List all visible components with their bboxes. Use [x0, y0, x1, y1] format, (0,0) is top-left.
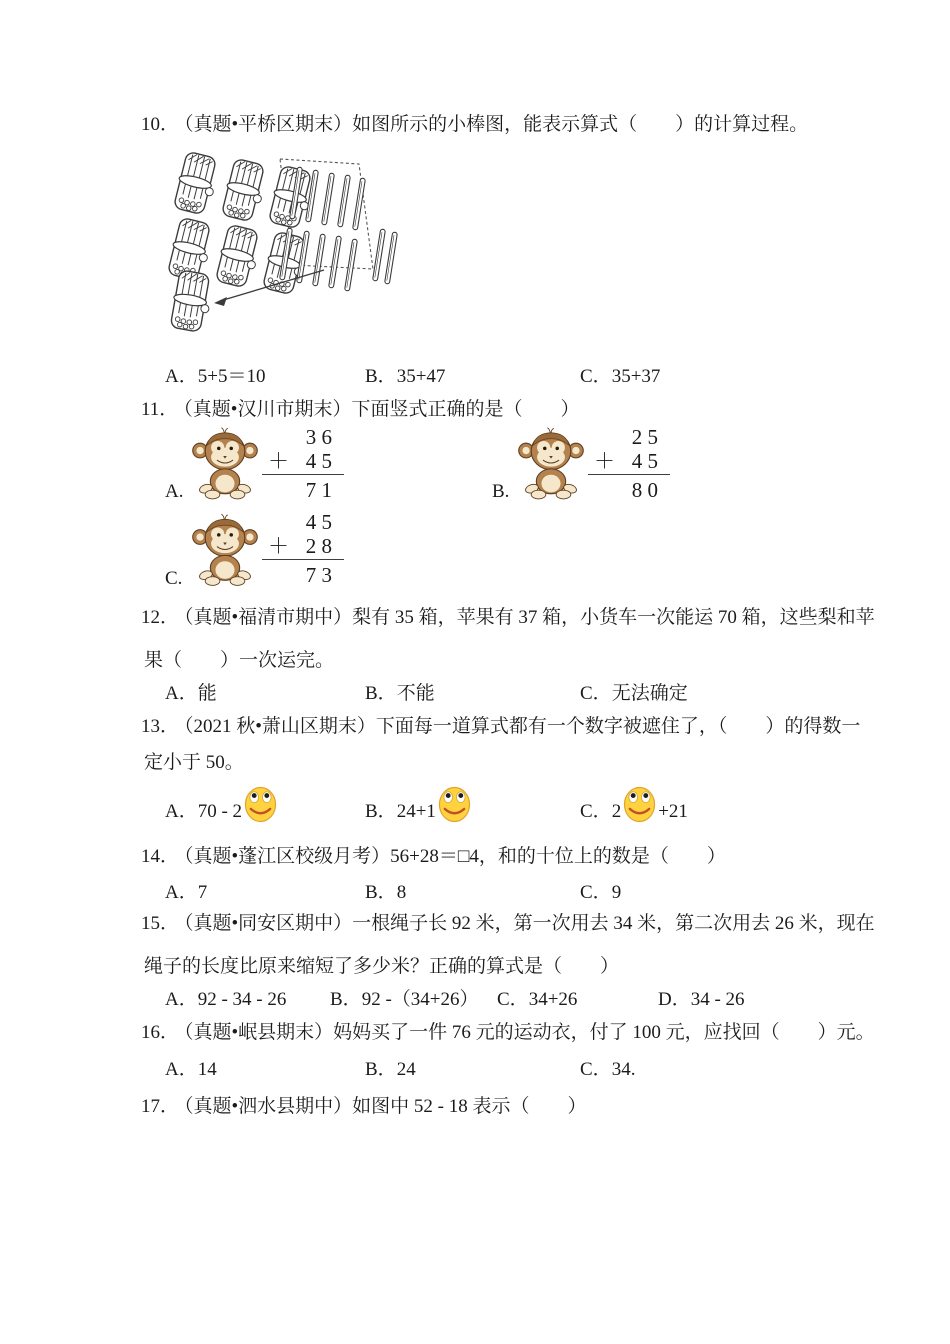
addend-top: 3 6 [305, 425, 332, 449]
option-label: C． [580, 801, 612, 822]
option-d [658, 984, 745, 1011]
option-b [330, 984, 497, 1011]
question-number: 11． [141, 399, 179, 420]
plus-sign: ＋ [268, 534, 289, 558]
option-label: A． [165, 1059, 198, 1080]
addend-bottom: 4 5 [305, 449, 332, 473]
option-text: 能 [197, 683, 217, 704]
monkey-icon [192, 426, 258, 500]
question-text: （真题•岷县期末）妈妈买了一件 76 元的运动衣，付了 100 元，应找回（ ）元。 [184, 1022, 875, 1043]
question-14-options [165, 877, 621, 904]
smiley-covered-digit-icon [623, 809, 656, 817]
option-text: 14 [197, 1059, 217, 1080]
question-number: 15． [141, 913, 180, 934]
vertical-sum-b [588, 425, 670, 502]
question-13-options [165, 796, 688, 823]
option-c [580, 361, 660, 388]
question-15-line1 [141, 912, 875, 935]
option-text: 24 [396, 1059, 416, 1080]
addend-bottom: 4 5 [631, 449, 658, 473]
question-12-line2: 果（ ）一次运完。 [144, 650, 335, 671]
option-text: 24+1 [396, 801, 436, 822]
option-label: A． [165, 366, 198, 387]
smiley-covered-digit-icon [438, 809, 471, 817]
option-c [580, 1054, 635, 1081]
option-a-label: A. [165, 481, 184, 502]
option-c [580, 877, 621, 904]
option-label: B． [365, 1059, 397, 1080]
option-text: 34 - 26 [690, 989, 745, 1010]
option-a [165, 1054, 365, 1081]
option-c-label: C. [165, 568, 183, 589]
option-a [165, 361, 365, 388]
option-a [165, 796, 365, 823]
plus-sign: ＋ [594, 449, 615, 473]
option-b [365, 1054, 580, 1081]
question-number: 12． [141, 607, 180, 628]
smiley-covered-digit-icon [244, 809, 277, 817]
option-c [580, 678, 688, 705]
plus-sign: ＋ [268, 449, 289, 473]
question-15-options [165, 984, 745, 1011]
option-label: C． [580, 683, 612, 704]
option-text: 35+47 [396, 366, 446, 387]
sum-result: 7 3 [262, 559, 344, 587]
question-14-line [141, 845, 726, 868]
option-text: 35+37 [611, 366, 661, 387]
addend-top: 4 5 [305, 510, 332, 534]
option-label: B． [365, 801, 397, 822]
option-text: +21 [658, 801, 688, 822]
option-c [497, 984, 658, 1011]
question-13-line1 [141, 715, 860, 738]
question-text: （真题•蓬江区校级月考）56+28＝□4，和的十位上的数是（ ） [184, 846, 726, 867]
question-12-options [165, 678, 688, 705]
question-text: （真题•平桥区期末）如图所示的小棒图，能表示算式（ ）的计算过程。 [184, 114, 809, 135]
question-10-line [141, 113, 808, 136]
option-label: A． [165, 989, 198, 1010]
option-label: B． [365, 683, 397, 704]
monkey-icon [518, 426, 584, 500]
option-text: 5+5＝10 [197, 366, 266, 387]
option-label: B． [365, 882, 397, 903]
option-text: 92 - 34 - 26 [197, 989, 287, 1010]
option-text: 34+26 [528, 989, 578, 1010]
option-a [165, 984, 330, 1011]
question-10-options [165, 361, 660, 388]
option-text: 92 -（34+26） [361, 989, 479, 1010]
option-label: C． [580, 1059, 612, 1080]
option-text: 34. [611, 1059, 636, 1080]
vertical-sum-c [262, 510, 344, 587]
option-label: A． [165, 683, 198, 704]
question-12-line1 [141, 606, 875, 629]
question-number: 16． [141, 1022, 180, 1043]
option-a [165, 877, 365, 904]
option-b [365, 678, 580, 705]
option-label: B． [330, 989, 362, 1010]
sum-result: 8 0 [588, 474, 670, 502]
option-label: C． [497, 989, 529, 1010]
option-text: 无法确定 [611, 683, 688, 704]
monkey-icon [192, 511, 258, 588]
arrow-head [214, 297, 227, 306]
option-text: 70 - 2 [197, 801, 243, 822]
question-15-line2: 绳子的长度比原来缩短了多少米？正确的算式是（ ） [144, 956, 620, 977]
question-number: 10． [141, 114, 180, 135]
option-label: A． [165, 882, 198, 903]
option-label: A． [165, 801, 198, 822]
question-17-line [141, 1095, 587, 1118]
option-text: 2 [611, 801, 622, 822]
question-16-line [141, 1021, 875, 1044]
option-a [165, 678, 365, 705]
question-text: （真题•福清市期中）梨有 35 箱，苹果有 37 箱，小货车一次能运 70 箱，这些梨和苹 [184, 607, 875, 628]
question-number: 13． [141, 716, 180, 737]
option-label: C． [580, 366, 612, 387]
addend-top: 2 5 [631, 425, 658, 449]
question-text: （真题•同安区期中）一根绳子长 92 米，第一次用去 34 米，第二次用去 26 米，现在 [184, 913, 875, 934]
option-text: 不能 [396, 683, 435, 704]
option-b [365, 877, 580, 904]
option-text: 9 [611, 882, 622, 903]
option-b-label: B. [492, 481, 510, 502]
option-b [365, 796, 580, 823]
addend-bottom: 2 8 [305, 534, 332, 558]
option-c [580, 796, 688, 823]
option-b [365, 361, 580, 388]
question-13-line2: 定小于 50。 [144, 752, 244, 773]
option-text: 7 [197, 882, 208, 903]
question-text: （2021 秋•萧山区期末）下面每一道算式都有一个数字被遮住了，（ ）的得数一 [184, 716, 861, 737]
bundled-sticks-figure [166, 150, 400, 336]
question-11-line [141, 398, 579, 421]
option-text: 8 [396, 882, 407, 903]
question-number: 14． [141, 846, 180, 867]
vertical-sum-a [262, 425, 344, 502]
question-text: （真题•泗水县期中）如图中 52 - 18 表示（ ） [184, 1096, 587, 1117]
option-label: B． [365, 366, 397, 387]
question-number: 17． [141, 1096, 180, 1117]
question-16-options [165, 1054, 635, 1081]
option-label: C． [580, 882, 612, 903]
question-text: （真题•汉川市期末）下面竖式正确的是（ ） [183, 399, 580, 420]
option-label: D． [658, 989, 691, 1010]
sum-result: 7 1 [262, 474, 344, 502]
